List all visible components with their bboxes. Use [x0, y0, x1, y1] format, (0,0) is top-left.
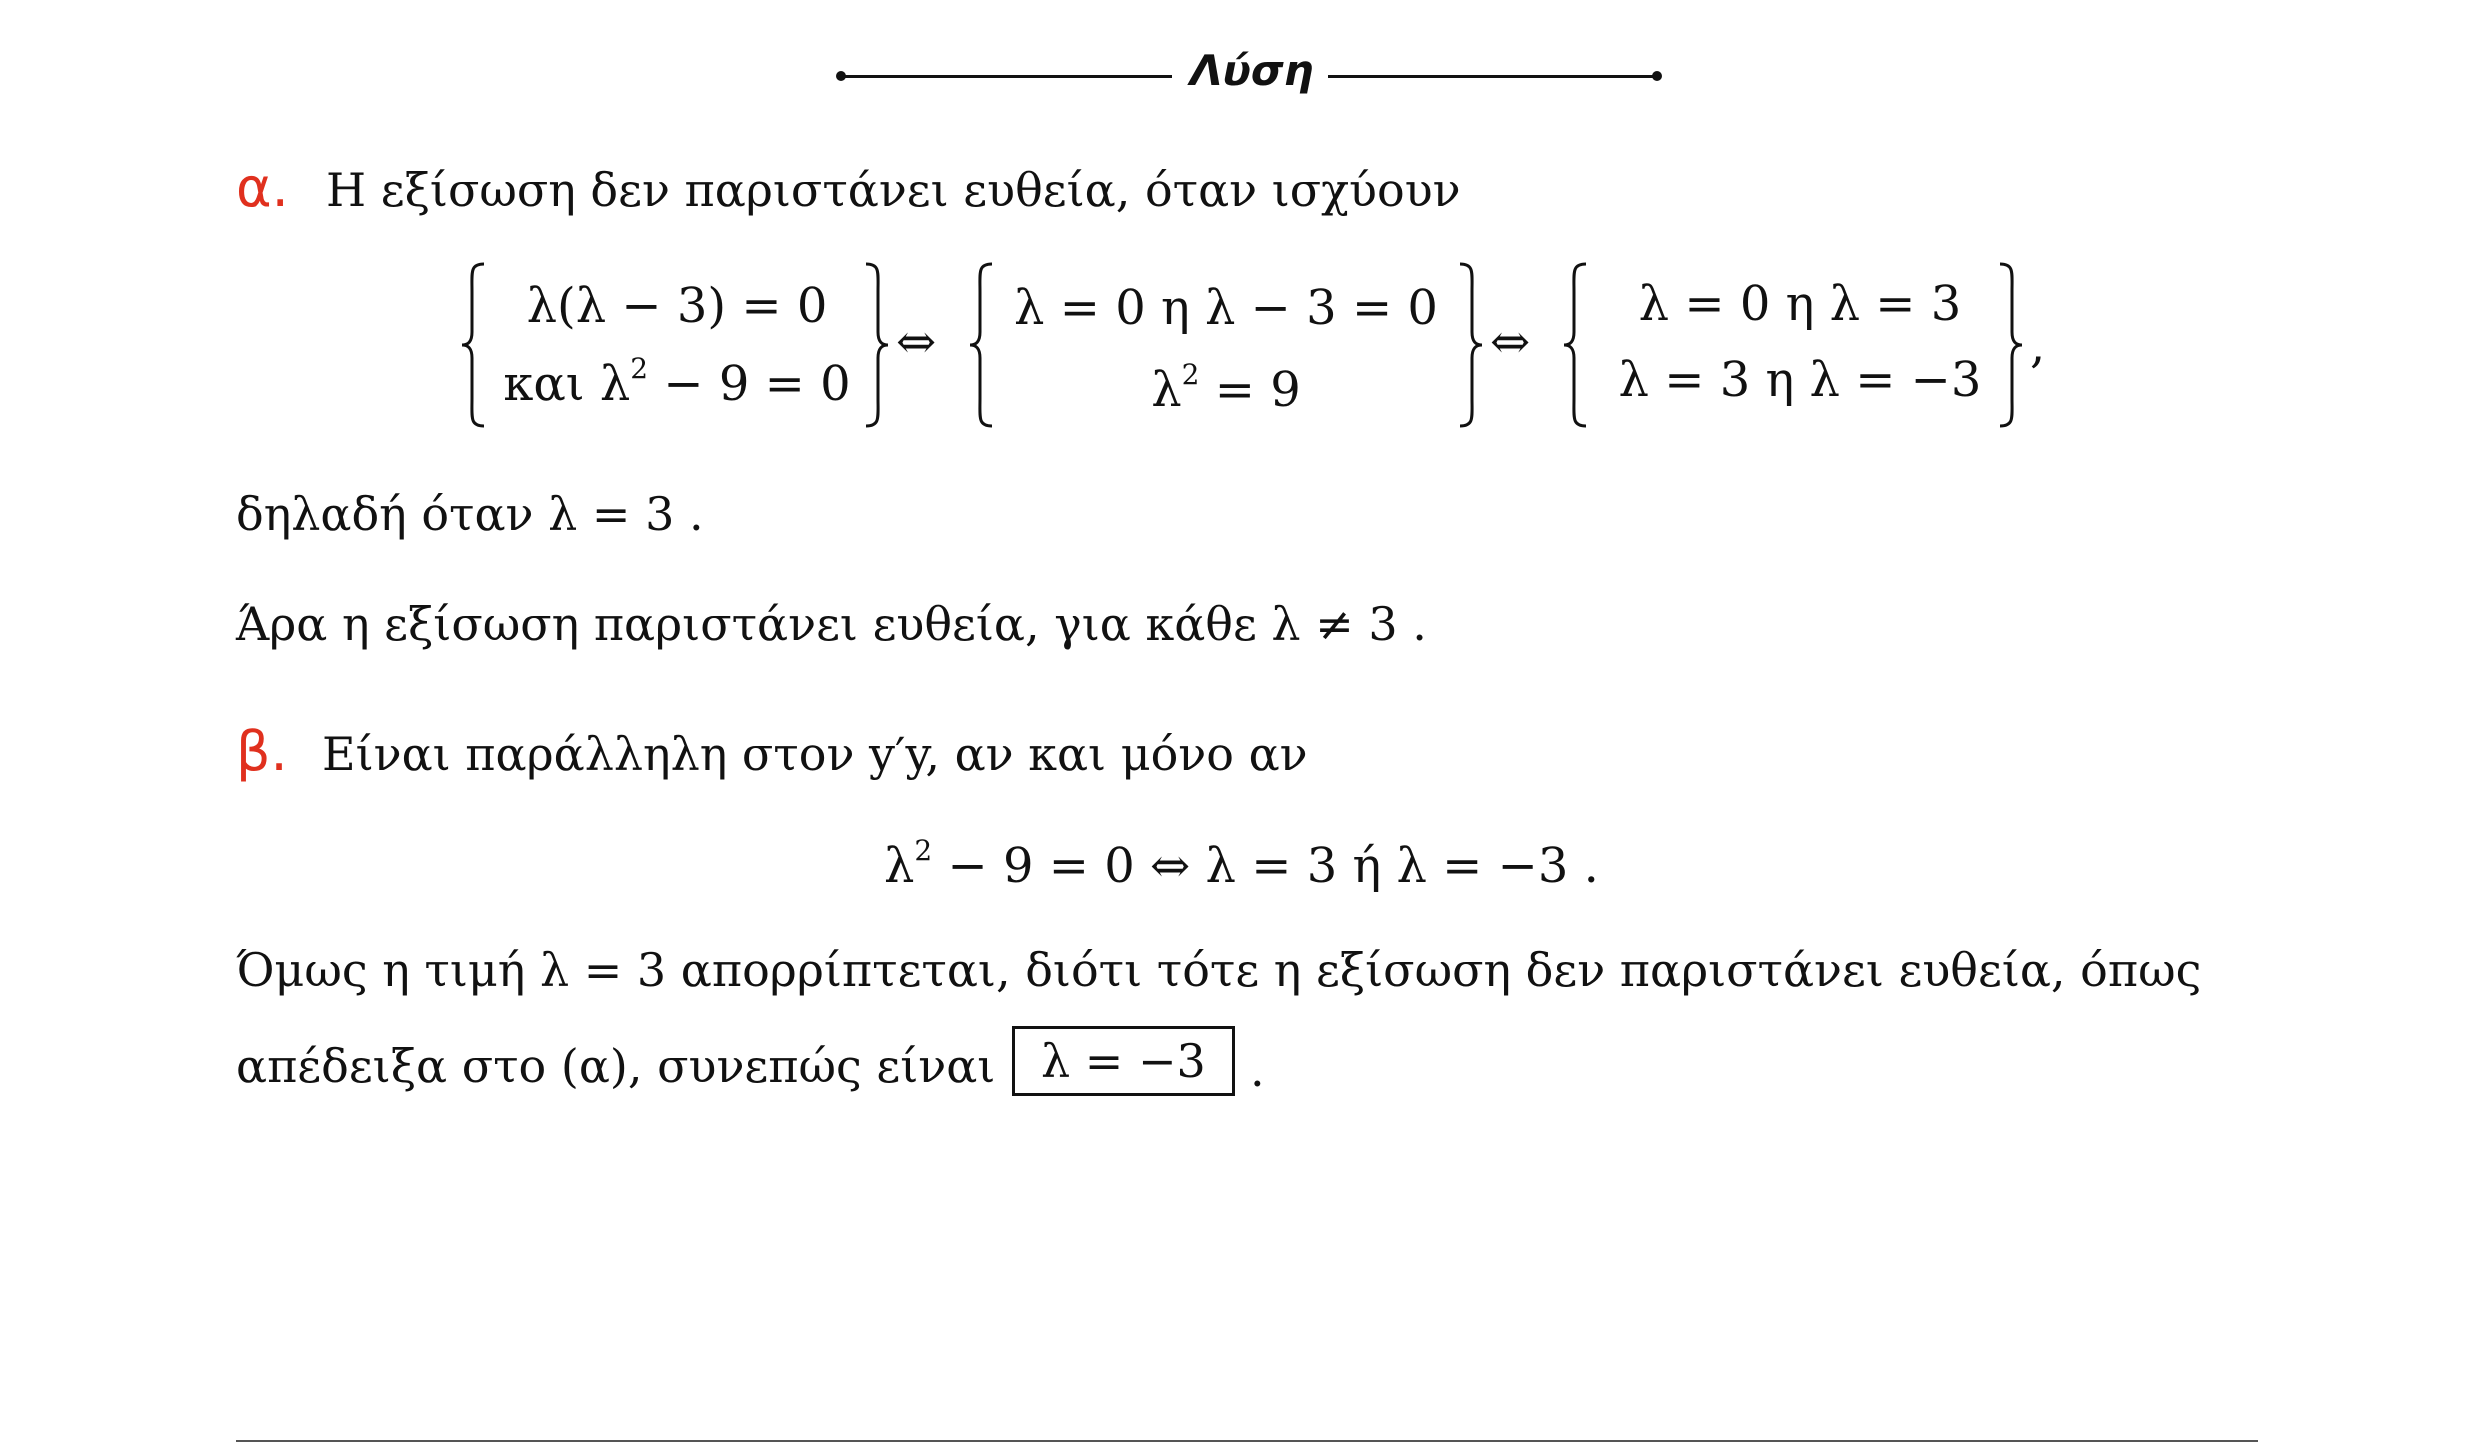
- part-a-line3: Άρα η εξίσωση παριστάνει ευθεία, για κάθε λ ≠ 3 .: [236, 597, 1427, 651]
- part-a-label: α.: [236, 156, 289, 219]
- sys2-row2-exp: 2: [1181, 358, 1200, 391]
- sys1-row2: [492, 352, 862, 412]
- iff-symbol-1: ⇔: [896, 314, 937, 370]
- part-b-eq-exp: 2: [914, 834, 933, 867]
- part-b-intro: Είναι παράλληλη στον y′y, αν και μόνο αν: [322, 727, 1308, 781]
- part-b-label: β.: [236, 720, 288, 783]
- sys1-right-brace: [862, 262, 892, 428]
- sys1-row2-pre: και λ: [503, 356, 631, 412]
- part-b-line2: απέδειξα στο (α), συνεπώς είναι: [236, 1039, 996, 1093]
- sys1-row1: λ(λ − 3) = 0: [526, 278, 828, 334]
- sys2-row1: λ = 0 η λ − 3 = 0: [1014, 280, 1438, 336]
- sys2-left-brace: [966, 262, 996, 428]
- part-a-intro: Η εξίσωση δεν παριστάνει ευθεία, όταν ισχύουν: [326, 163, 1461, 217]
- sys2-right-brace: [1456, 262, 1486, 428]
- sys1-row2-exp: 2: [630, 352, 649, 385]
- sys2-row2: [996, 358, 1456, 418]
- sys1-left-brace: [458, 262, 488, 428]
- title-right-line: [1328, 75, 1658, 78]
- part-b-eq-pre: λ: [884, 838, 915, 894]
- sys2-row2-post: = 9: [1199, 362, 1301, 418]
- part-b-eq-post: − 9 = 0 ⇔ λ = 3 ή λ = −3 .: [932, 838, 1599, 894]
- iff-symbol-2: ⇔: [1490, 314, 1531, 370]
- sys1-row2-post: − 9 = 0: [648, 356, 851, 412]
- sys3-row2: λ = 3 η λ = −3: [1618, 352, 1982, 408]
- answer-period: .: [1250, 1043, 1265, 1097]
- part-a-line2: δηλαδή όταν λ = 3 .: [236, 487, 704, 541]
- sys3-row1: λ = 0 η λ = 3: [1638, 276, 1962, 332]
- sys2-row2-pre: λ: [1151, 362, 1182, 418]
- page-title: Λύση: [1190, 46, 1314, 95]
- bottom-rule: [236, 1440, 2258, 1442]
- sys-comma: ,: [2030, 318, 2046, 374]
- answer-box: λ = −3: [1012, 1026, 1235, 1096]
- title-right-dot: [1652, 71, 1662, 81]
- sys3-left-brace: [1560, 262, 1590, 428]
- title-left-line: [842, 75, 1172, 78]
- sys3-right-brace: [1996, 262, 2026, 428]
- part-b-equation: [884, 834, 1599, 894]
- part-b-line1: Όμως η τιμή λ = 3 απορρίπτεται, διότι τότε η εξίσωση δεν παριστάνει ευθεία, όπως: [236, 943, 2202, 997]
